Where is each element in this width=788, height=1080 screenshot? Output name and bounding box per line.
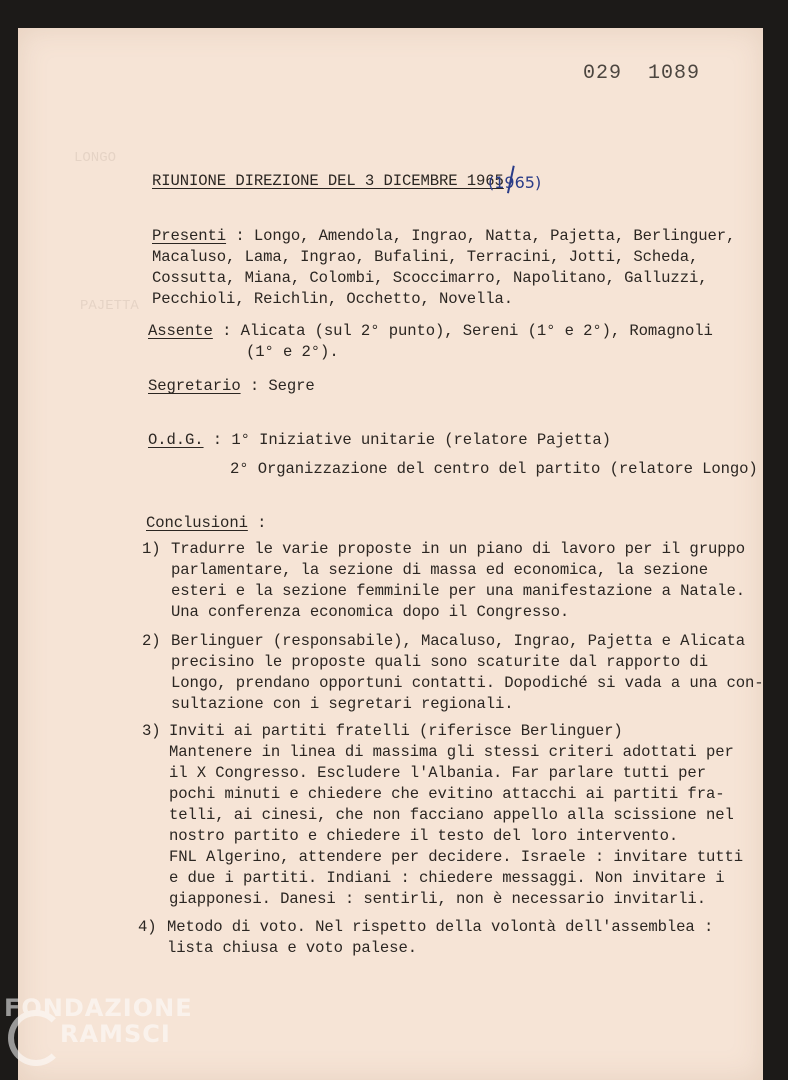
assente-line-1: [148, 322, 713, 340]
presenti-line-4: Pecchioli, Reichlin, Occhetto, Novella.: [152, 290, 514, 308]
point-3-line-9: giapponesi. Danesi : sentirli, non è necessario invitarli.: [169, 890, 706, 908]
point-2-line-2: precisino le proposte quali sono scaturite dal rapporto di: [171, 653, 708, 671]
point-4-line-2: lista chiusa e voto palese.: [167, 939, 417, 957]
segretario-value: : Segre: [240, 377, 315, 395]
conclusioni-label: Conclusioni: [146, 514, 248, 532]
watermark-line-2: RAMSCI: [60, 1020, 171, 1048]
assente-line-2: (1° e 2°).: [246, 343, 339, 361]
bleed-through-longo: LONGO: [74, 150, 117, 166]
point-3-line-4: pochi minuti e chiedere che evitino attacchi ai partiti fra-: [169, 785, 725, 803]
point-2-line-4: sultazione con i segretari regionali.: [171, 695, 514, 713]
point-1-line-4: Una conferenza economica dopo il Congresso.: [171, 603, 570, 621]
point-1-number: 1): [142, 540, 161, 558]
point-3-line-2: Mantenere in linea di massima gli stessi criteri adottati per: [169, 743, 734, 761]
point-3-line-7: FNL Algerino, attendere per decidere. Israele : invitare tutti: [169, 848, 743, 866]
odg-item-2: 2° Organizzazione del centro del partito (relatore Longo): [230, 460, 758, 478]
point-3-number: 3): [142, 722, 161, 740]
point-1-line-1: Tradurre le varie proposte in un piano di lavoro per il gruppo: [171, 540, 745, 558]
point-3-line-6: nostro partito e chiedere il testo del loro intervento.: [169, 827, 679, 845]
presenti-line-1: [152, 227, 735, 245]
point-1-line-2: parlamentare, la sezione di massa ed economica, la sezione: [171, 561, 708, 579]
odg-label: O.d.G.: [148, 431, 204, 449]
point-3-line-1: Inviti ai partiti fratelli (riferisce Berlinguer): [169, 722, 623, 740]
presenti-line-2: Macaluso, Lama, Ingrao, Bufalini, Terracini, Jotti, Scheda,: [152, 248, 699, 266]
point-2-line-1: Berlinguer (responsabile), Macaluso, Ingrao, Pajetta e Alicata: [171, 632, 745, 650]
point-4-line-1: Metodo di voto. Nel rispetto della volontà dell'assemblea :: [167, 918, 714, 936]
document-title: RIUNIONE DIREZIONE DEL 3 DICEMBRE 1965: [152, 172, 504, 190]
conclusioni-line: [146, 514, 266, 532]
fondazione-gramsci-watermark: [4, 994, 193, 1048]
point-2-line-3: Longo, prendano opportuni contatti. Dopodiché si vada a una con-: [171, 674, 763, 692]
odg-line-1: [148, 431, 611, 449]
odg-item-1: : 1° Iniziative unitarie (relatore Pajetta): [203, 431, 611, 449]
conclusioni-suffix: :: [247, 514, 267, 532]
presenti-line-3: Cossutta, Miana, Colombi, Scoccimarro, Napolitano, Galluzzi,: [152, 269, 708, 287]
bleed-through-pajetta: PAJETTA: [80, 298, 139, 314]
segretario-line: [148, 377, 315, 395]
assente-label: Assente: [148, 322, 213, 340]
point-1-line-3: esteri e la sezione femminile per una manifestazione a Natale.: [171, 582, 745, 600]
point-2-number: 2): [142, 632, 161, 650]
point-3-line-3: il X Congresso. Escludere l'Albania. Far parlare tutti per: [169, 764, 706, 782]
point-4-number: 4): [138, 918, 157, 936]
document-page: [18, 28, 763, 1080]
watermark-line-1: FONDAZIONE: [4, 994, 193, 1022]
presenti-text: : Longo, Amendola, Ingrao, Natta, Pajetta, Berlinguer,: [226, 227, 736, 245]
archive-number: 029 1089: [583, 62, 701, 85]
handwritten-year-annotation: (1965): [488, 173, 542, 192]
point-3-line-5: telli, ai cinesi, che non facciano appello alla scissione nel: [169, 806, 734, 824]
segretario-label: Segretario: [148, 377, 241, 395]
assente-text: : Alicata (sul 2° punto), Sereni (1° e 2°), Romagnoli: [212, 322, 713, 340]
point-3-line-8: e due i partiti. Indiani : chiedere messaggi. Non invitare i: [169, 869, 725, 887]
presenti-label: Presenti: [152, 227, 227, 245]
watermark-g-ring: [8, 1010, 64, 1066]
